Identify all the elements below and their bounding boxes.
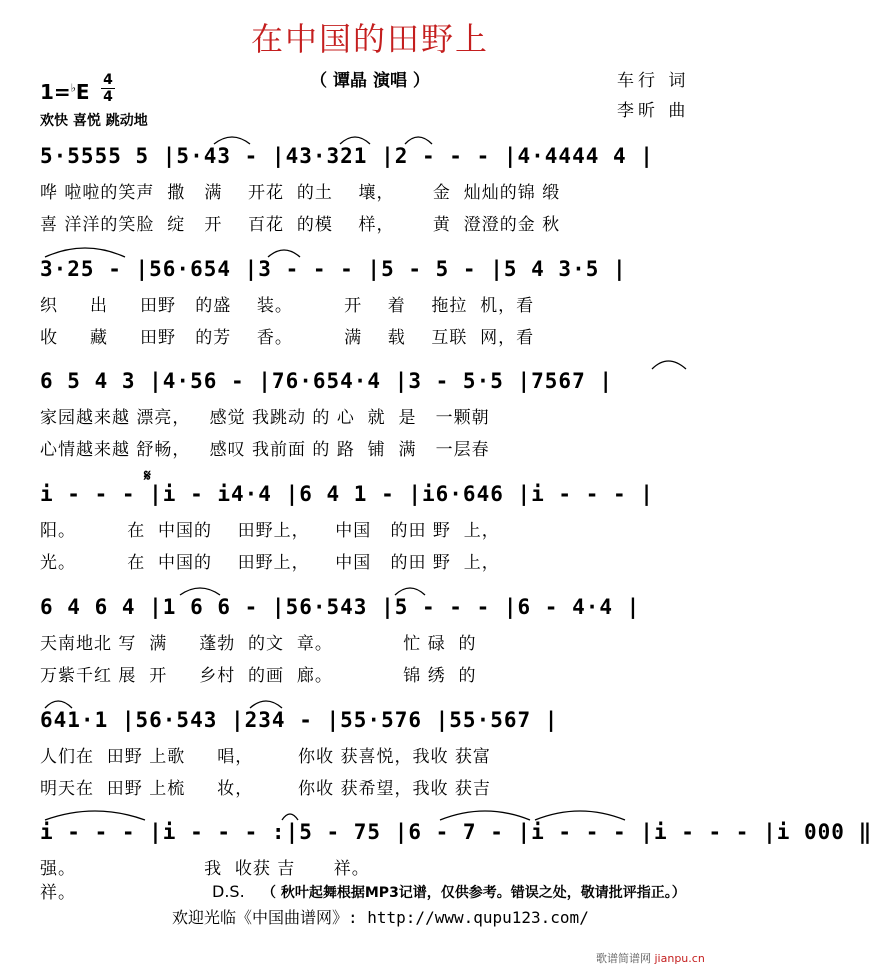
slur-marks xyxy=(0,351,740,371)
notation-line: i - - - |i - - - :|5 - 75 |6 - 7 - |i - - - |i - - - |i 000 ‖ xyxy=(40,820,872,844)
slur-marks xyxy=(0,239,740,259)
notation-line: 6 5 4 3 |4·56 - |76·654·4 |3 - 5·5 |7567 | xyxy=(40,369,614,393)
notation-line: 5·5555 5 |5·43 - |43·321 |2 - - - |4·4444 4 | xyxy=(40,144,654,168)
website-link[interactable]: 欢迎光临《中国曲谱网》: http://www.qupu123.com/ xyxy=(172,908,589,927)
transcription-note: （ 秋叶起舞根据MP3记谱，仅供参考。错误之处，敬请批评指正。） xyxy=(262,885,686,901)
composer-credit: 李昕 曲 xyxy=(617,101,690,121)
watermark: 歌谱简谱网 jianpu.cn xyxy=(596,952,705,965)
notation-line: 6 4 6 4 |1 6 6 - |56·543 |5 - - - |6 - 4·4 | xyxy=(40,595,641,619)
dal-segno-mark: D.S. xyxy=(212,882,245,901)
tempo-mood: 欢快 喜悦 跳动地 xyxy=(40,113,148,129)
slur-marks xyxy=(0,802,740,822)
slur-marks xyxy=(0,577,740,597)
lyric-verse-2: 喜 洋洋的笑脸 绽 开 百花 的模 样， 黄 澄澄的金 秋 xyxy=(40,215,561,235)
lyric-verse-2: 光。 在 中国的 田野上， 中国 的田 野 上， xyxy=(40,553,500,573)
lyric-verse-2: 心情越来越 舒畅， 感叹 我前面 的 路 铺 满 一层春 xyxy=(40,440,490,460)
lyric-verse-1: 天南地北 写 满 蓬勃 的文 章。 忙 碌 的 xyxy=(40,634,477,654)
notation-line: i - - - |i - i4·4 |6 4 1 - |i6·646 |i - - - | xyxy=(40,482,654,506)
song-title: 在中国的田野上 xyxy=(250,20,489,58)
slur-marks xyxy=(0,690,740,710)
lyric-verse-1: 哗 啦啦的笑声 撒 满 开花 的土 壤， 金 灿灿的锦 缎 xyxy=(40,183,561,203)
time-signature: 4 4 xyxy=(101,73,115,104)
lyric-verse-1: 家园越来越 漂亮， 感觉 我跳动 的 心 就 是 一颗朝 xyxy=(40,408,490,428)
lyric-verse-1: 强。 我 收获 吉 祥。 xyxy=(40,859,370,879)
lyric-verse-2: 祥。 xyxy=(40,883,76,903)
lyric-verse-2: 收 藏 田野 的芳 香。 满 载 互联 网，看 xyxy=(40,328,535,348)
key-signature: 1=♭E xyxy=(40,80,90,104)
lyric-verse-2: 明天在 田野 上梳 妆， 你收 获希望，我收 获吉 xyxy=(40,779,491,799)
lyric-verse-1: 阳。 在 中国的 田野上， 中国 的田 野 上， xyxy=(40,521,500,541)
lyric-verse-1: 织 出 田野 的盛 装。 开 着 拖拉 机，看 xyxy=(40,296,535,316)
lyric-verse-1: 人们在 田野 上歌 唱， 你收 获喜悦，我收 获富 xyxy=(40,747,491,767)
notation-line: 3·25 - |56·654 |3 - - - |5 - 5 - |5 4 3·5 | xyxy=(40,257,627,281)
notation-line: 641·1 |56·543 |234 - |55·576 |55·567 | xyxy=(40,708,559,732)
lyric-verse-2: 万紫千红 展 开 乡村 的画 廊。 锦 绣 的 xyxy=(40,666,477,686)
segno-icon: 𝄋 xyxy=(144,466,151,485)
lyricist-credit: 车行 词 xyxy=(617,71,690,91)
singer-credit: （ 谭晶 演唱 ） xyxy=(310,71,430,91)
